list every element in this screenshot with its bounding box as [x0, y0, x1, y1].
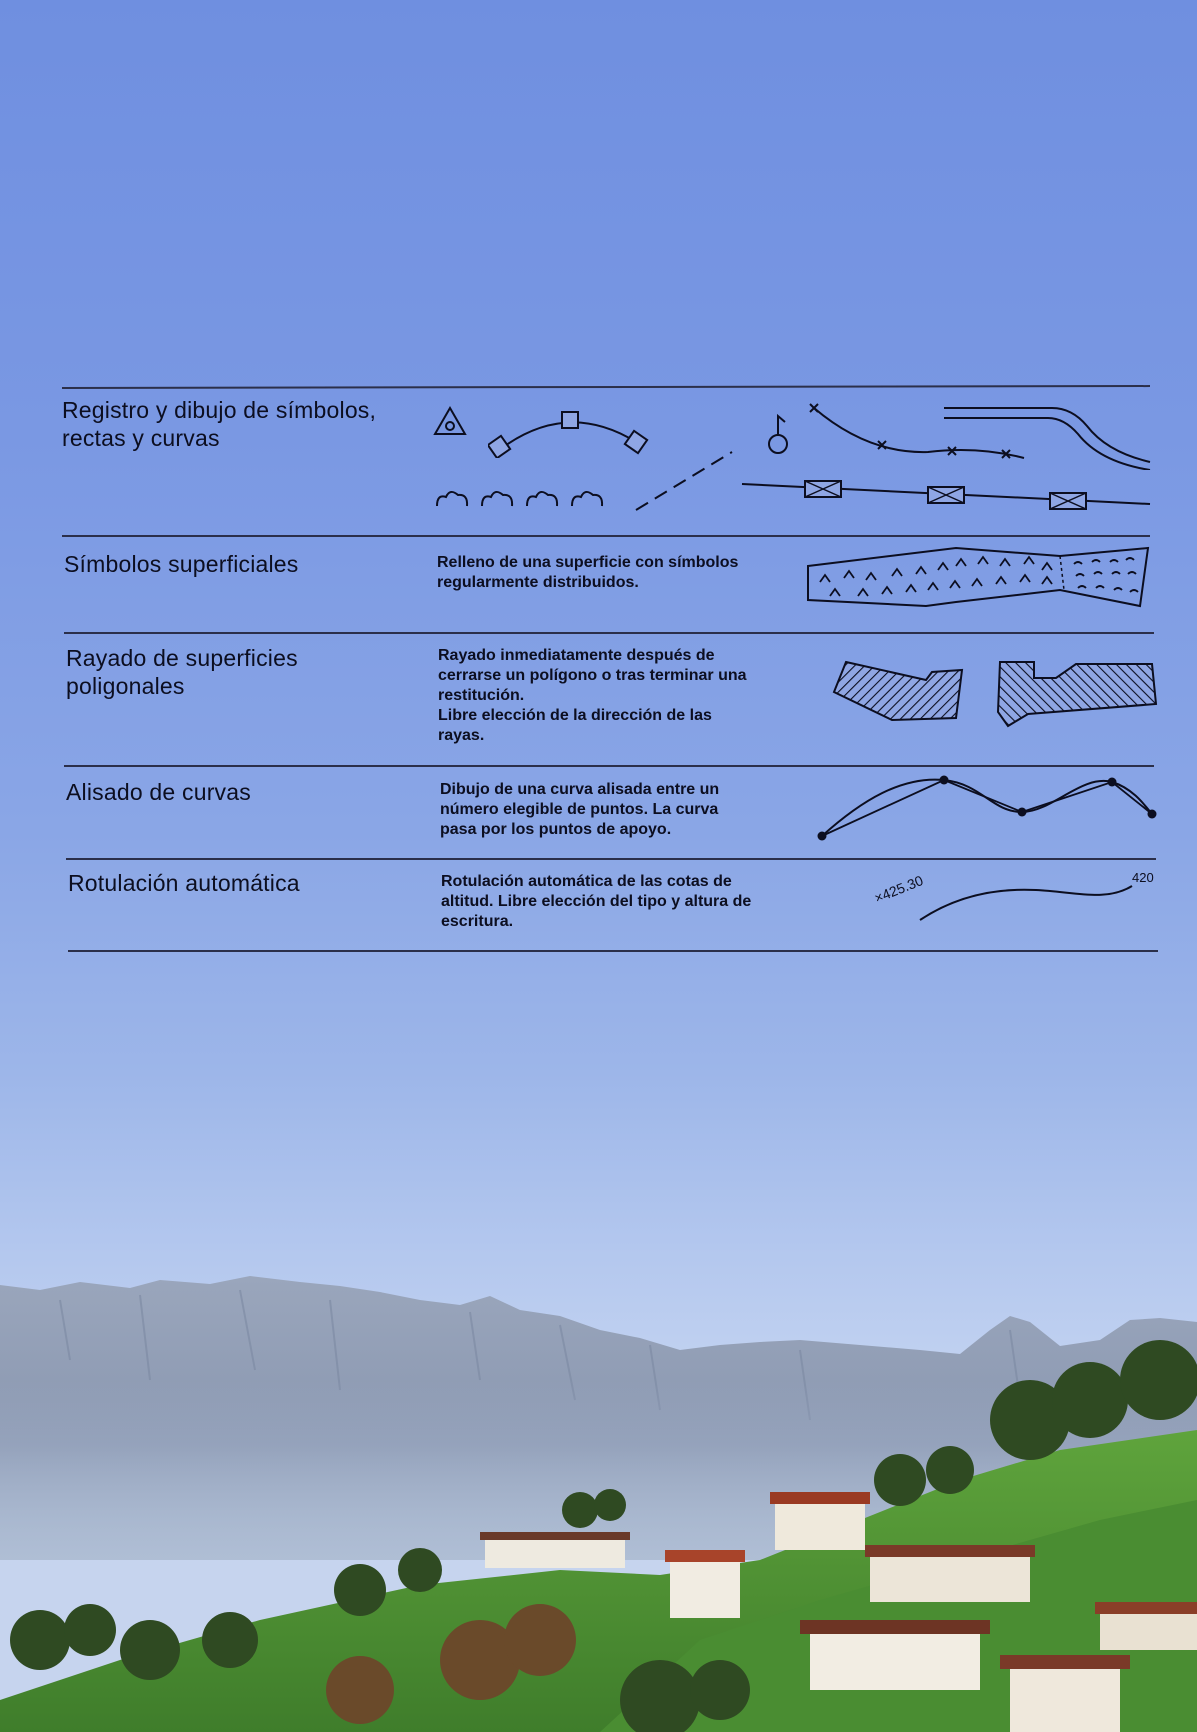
triangle-point-icon [432, 405, 468, 437]
bush-symbols-icon [434, 486, 610, 512]
boxed-railway-icon [740, 476, 1152, 510]
rule-3 [64, 632, 1154, 634]
arc-with-squares-icon [488, 408, 650, 458]
rule-2 [62, 535, 1150, 537]
contour-value-label: 420 [1132, 870, 1154, 885]
row-title-hatching: Rayado de superficies poligonales [66, 645, 298, 699]
well-symbol-icon [765, 412, 795, 456]
rule-5 [66, 858, 1156, 860]
spot-height-label: ×425.30 [872, 872, 926, 906]
dashed-line-icon [634, 450, 734, 512]
row-title-smoothing: Alisado de curvas [66, 779, 251, 805]
row-title-labelling: Rotulación automática [68, 870, 300, 896]
row-desc-hatching: Rayado inmediatamente después de cerrarse un polígono o tras terminar una restitución. Libre elección de la dirección de las rayas. [438, 647, 747, 744]
row-title-symbols: Registro y dibujo de símbolos, rectas y curvas [62, 397, 377, 451]
row-desc-area-symbols: Relleno de una superficie con símbolos regularmente distribuidos. [437, 554, 739, 591]
row-desc-smoothing: Dibujo de una curva alisada entre un número elegible de puntos. La curva pasa por los puntos de apoyo. [440, 781, 720, 838]
area-symbol-fill-icon [806, 544, 1150, 610]
smoothed-curve-icon [812, 770, 1162, 842]
rule-4 [64, 765, 1154, 767]
rule-bottom [68, 950, 1158, 952]
hatched-polygons-icon [832, 658, 1158, 728]
row-desc-labelling: Rotulación automática de las cotas de altitud. Libre elección del tipo y altura de escritura. [441, 873, 752, 930]
row-title-area-symbols: Símbolos superficiales [64, 551, 299, 577]
double-line-road-icon [942, 404, 1152, 470]
